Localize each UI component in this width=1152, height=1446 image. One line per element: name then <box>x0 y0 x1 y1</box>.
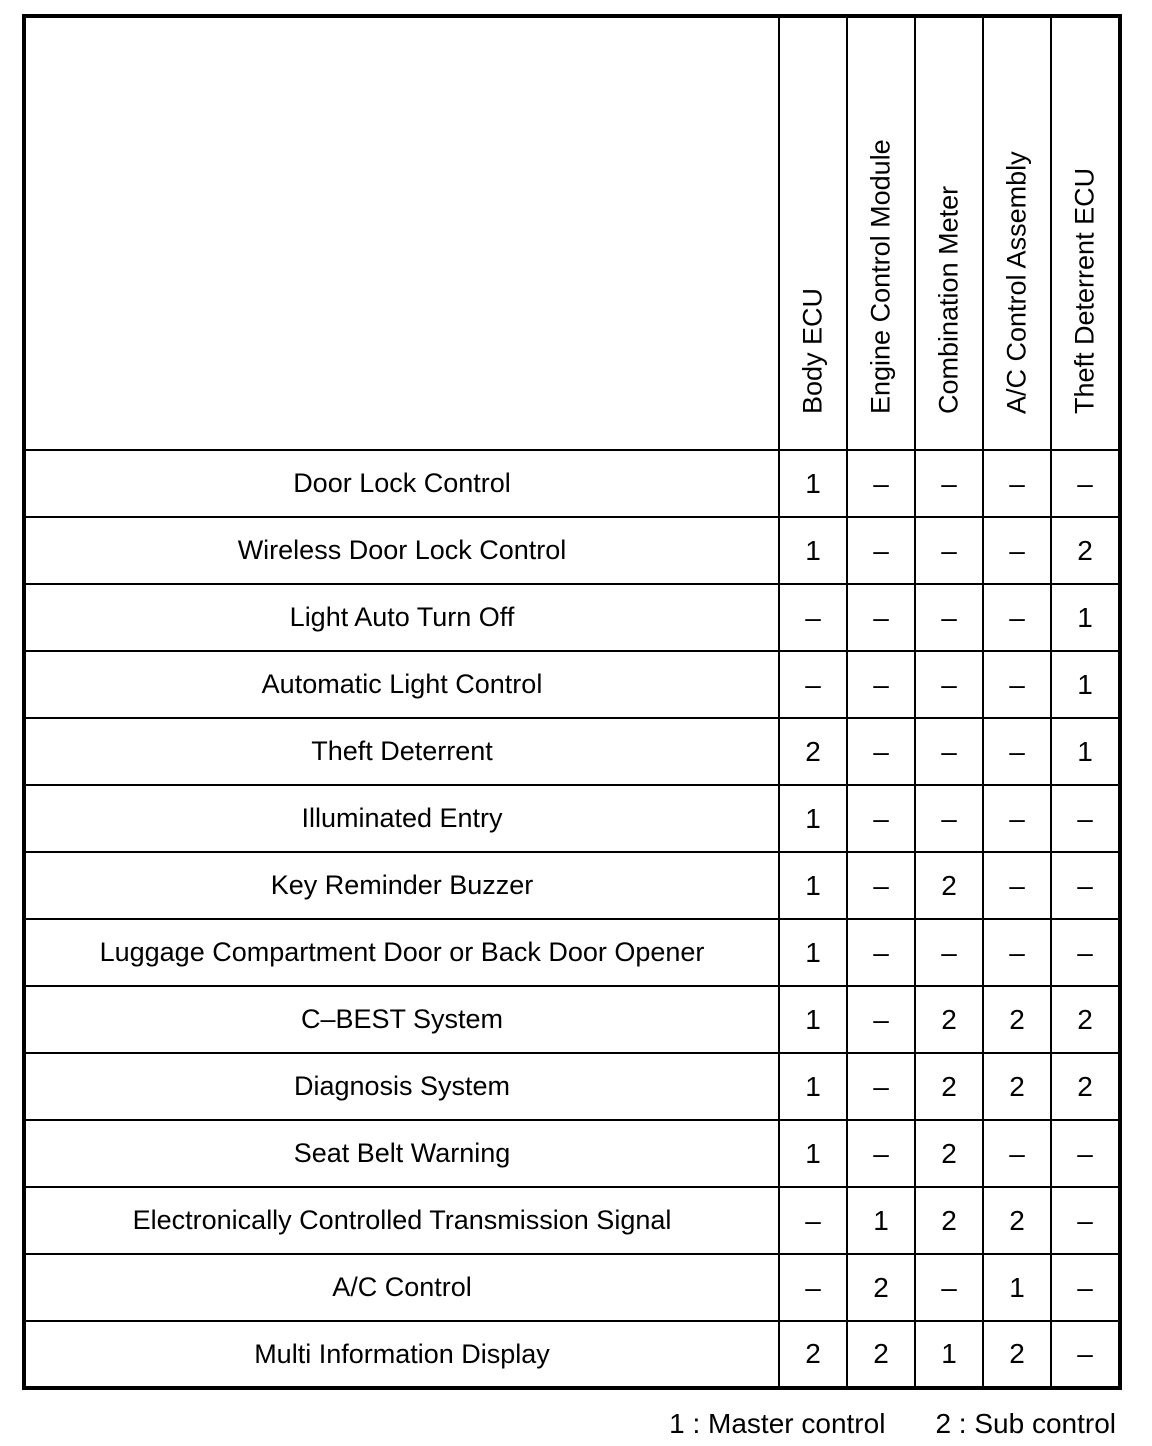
function-name-cell: A/C Control <box>24 1254 779 1321</box>
control-value-cell: – <box>847 651 915 718</box>
control-value-cell: 1 <box>1051 718 1120 785</box>
table-row <box>24 852 1120 919</box>
table-row <box>24 1053 1120 1120</box>
control-value-cell: 2 <box>1051 986 1120 1053</box>
table-row <box>24 919 1120 986</box>
control-value-cell: – <box>915 785 983 852</box>
control-value-cell: – <box>779 1254 847 1321</box>
column-header-combination-meter <box>915 16 983 450</box>
control-value-cell: – <box>983 785 1051 852</box>
control-value-cell: 2 <box>1051 1053 1120 1120</box>
control-value-cell: 2 <box>847 1254 915 1321</box>
function-name-cell: Key Reminder Buzzer <box>24 852 779 919</box>
control-value-cell: – <box>915 651 983 718</box>
control-value-cell: – <box>915 718 983 785</box>
control-value-cell: 1 <box>779 785 847 852</box>
table-row <box>24 986 1120 1053</box>
matrix-body <box>24 16 1120 1388</box>
control-value-cell: – <box>1051 852 1120 919</box>
control-value-cell: 2 <box>779 1321 847 1388</box>
control-value-cell: – <box>983 517 1051 584</box>
column-header-label: Body ECU <box>797 287 828 414</box>
control-value-cell: 2 <box>915 1187 983 1254</box>
function-name-cell: Electronically Controlled Transmission Signal <box>24 1187 779 1254</box>
control-value-cell: – <box>983 852 1051 919</box>
control-value-cell: – <box>983 450 1051 517</box>
table-row <box>24 651 1120 718</box>
control-value-cell: – <box>983 651 1051 718</box>
legend-sub-control: 2 : Sub control <box>935 1408 1116 1439</box>
table-row <box>24 785 1120 852</box>
table-row <box>24 584 1120 651</box>
table-row <box>24 1187 1120 1254</box>
table-row <box>24 1321 1120 1388</box>
control-value-cell: 1 <box>779 1053 847 1120</box>
control-value-cell: – <box>915 1254 983 1321</box>
control-value-cell: 2 <box>983 1321 1051 1388</box>
control-value-cell: – <box>983 718 1051 785</box>
ecu-function-matrix <box>22 14 1122 1390</box>
control-value-cell: – <box>915 450 983 517</box>
control-value-cell: 1 <box>779 1120 847 1187</box>
control-value-cell: – <box>983 919 1051 986</box>
control-value-cell: – <box>847 986 915 1053</box>
function-name-cell: Diagnosis System <box>24 1053 779 1120</box>
control-value-cell: 1 <box>779 986 847 1053</box>
control-value-cell: – <box>779 1187 847 1254</box>
table-row <box>24 517 1120 584</box>
legend-master-control: 1 : Master control <box>669 1408 886 1439</box>
control-value-cell: – <box>1051 450 1120 517</box>
control-value-cell: – <box>847 517 915 584</box>
function-name-cell: Seat Belt Warning <box>24 1120 779 1187</box>
control-value-cell: 1 <box>983 1254 1051 1321</box>
control-value-cell: – <box>1051 1321 1120 1388</box>
control-value-cell: 2 <box>915 1053 983 1120</box>
control-value-cell: 2 <box>915 986 983 1053</box>
table-row <box>24 718 1120 785</box>
column-header-engine-control-module <box>847 16 915 450</box>
control-value-cell: 2 <box>983 986 1051 1053</box>
function-name-cell: Multi Information Display <box>24 1321 779 1388</box>
column-header-row <box>24 16 1120 450</box>
control-value-cell: 1 <box>915 1321 983 1388</box>
control-value-cell: – <box>847 718 915 785</box>
table-row <box>24 1254 1120 1321</box>
control-value-cell: – <box>1051 1254 1120 1321</box>
control-value-cell: 1 <box>1051 584 1120 651</box>
function-name-cell: C–BEST System <box>24 986 779 1053</box>
control-value-cell: – <box>983 1120 1051 1187</box>
control-value-cell: 1 <box>847 1187 915 1254</box>
control-value-cell: 2 <box>779 718 847 785</box>
table-row <box>24 450 1120 517</box>
column-header-theft-deterrent-ecu <box>1051 16 1120 450</box>
control-value-cell: – <box>915 919 983 986</box>
control-value-cell: 2 <box>983 1053 1051 1120</box>
column-header-label: Combination Meter <box>933 185 964 414</box>
control-value-cell: – <box>915 584 983 651</box>
control-value-cell: – <box>847 450 915 517</box>
function-name-cell: Door Lock Control <box>24 450 779 517</box>
control-value-cell: – <box>847 919 915 986</box>
control-value-cell: – <box>779 651 847 718</box>
control-value-cell: – <box>1051 1187 1120 1254</box>
control-value-cell: 1 <box>1051 651 1120 718</box>
control-value-cell: 1 <box>779 852 847 919</box>
function-name-cell: Wireless Door Lock Control <box>24 517 779 584</box>
control-value-cell: – <box>1051 1120 1120 1187</box>
control-value-cell: 2 <box>915 1120 983 1187</box>
control-value-cell: 2 <box>847 1321 915 1388</box>
control-value-cell: – <box>847 1053 915 1120</box>
legend <box>669 1408 1116 1440</box>
control-value-cell: – <box>983 584 1051 651</box>
control-value-cell: 2 <box>915 852 983 919</box>
control-value-cell: 2 <box>1051 517 1120 584</box>
header-corner-cell <box>24 16 779 450</box>
column-header-label: Engine Control Module <box>865 139 896 414</box>
column-header-label: Theft Deterrent ECU <box>1069 167 1100 414</box>
column-header-label: A/C Control Assembly <box>1001 151 1032 414</box>
control-value-cell: – <box>847 852 915 919</box>
control-value-cell: 1 <box>779 919 847 986</box>
control-value-cell: 1 <box>779 450 847 517</box>
control-value-cell: – <box>847 785 915 852</box>
column-header-body-ecu <box>779 16 847 450</box>
function-name-cell: Illuminated Entry <box>24 785 779 852</box>
control-value-cell: 1 <box>779 517 847 584</box>
control-value-cell: – <box>847 584 915 651</box>
column-header-ac-control-assembly <box>983 16 1051 450</box>
control-value-cell: – <box>1051 785 1120 852</box>
control-value-cell: – <box>779 584 847 651</box>
function-name-cell: Luggage Compartment Door or Back Door Opener <box>24 919 779 986</box>
control-value-cell: – <box>847 1120 915 1187</box>
control-value-cell: – <box>1051 919 1120 986</box>
function-name-cell: Theft Deterrent <box>24 718 779 785</box>
function-name-cell: Light Auto Turn Off <box>24 584 779 651</box>
control-value-cell: 2 <box>983 1187 1051 1254</box>
function-name-cell: Automatic Light Control <box>24 651 779 718</box>
control-value-cell: – <box>915 517 983 584</box>
table-row <box>24 1120 1120 1187</box>
